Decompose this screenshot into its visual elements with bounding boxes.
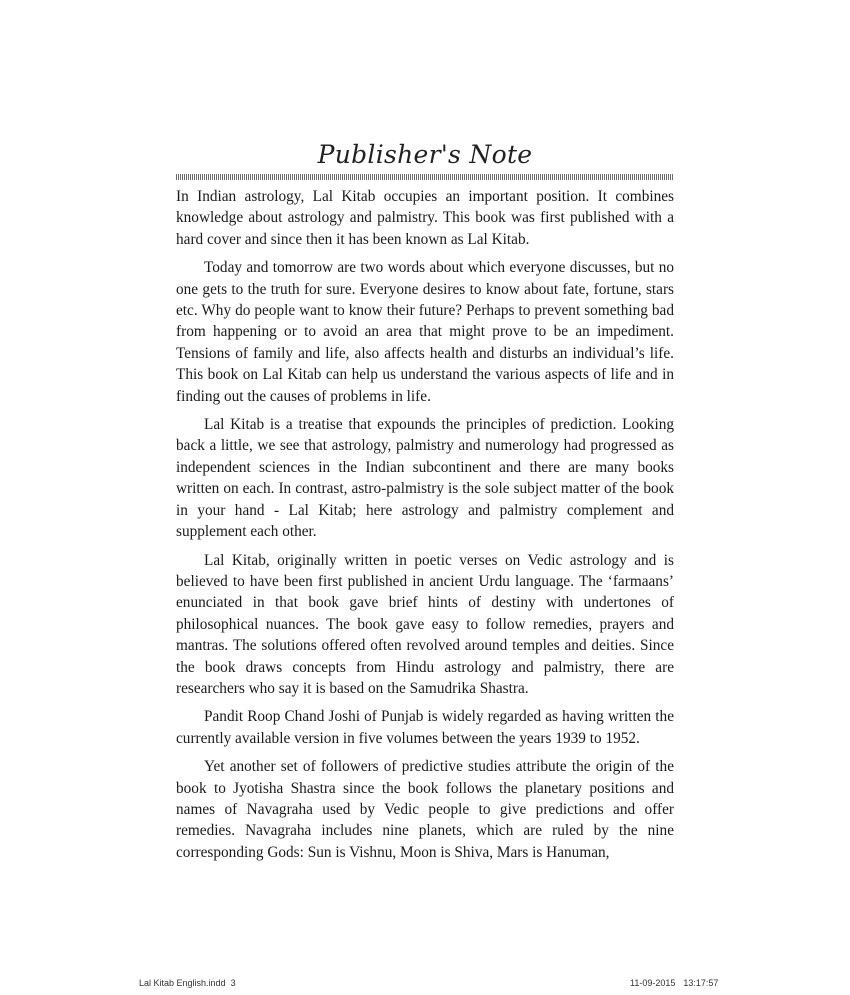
paragraph: Lal Kitab is a treatise that expounds the principles of prediction. Looking back a little, we see that astrology, palmistry and numerology had progressed as independent sciences in the Indian subcontinent and there are many books written on each. In contrast, astro-palmistry is the sole subject matter of the book in your hand - Lal Kitab; here astrology and palmistry complement and supplement each other.	[176, 416, 674, 541]
paragraph: In Indian astrology, Lal Kitab occupies an important position. It combines knowledge about astrology and palmistry. This book was first published with a hard cover and since then it has been known as Lal Kitab.	[176, 188, 674, 248]
paragraph: Pandit Roop Chand Joshi of Punjab is widely regarded as having written the currently available version in five volumes between the years 1939 to 1952.	[176, 708, 674, 747]
footer-time: 13:17:57	[683, 978, 719, 988]
paragraph: Lal Kitab, originally written in poetic verses on Vedic astrology and is believed to have been first published in ancient Urdu language. The ‘farmaans’ enunciated in that book gave brief hints of destiny with undertones of philosophical nuances. The book gave easy to follow remedies, prayers and mantras. The solutions offered often revolved around temples and deities. Since the book draws concepts from Hindu astrology and palmistry, there are researchers who say it is based on the Samudrika Shastra.	[176, 551, 674, 697]
footer-file-info	[139, 978, 236, 988]
footer-date: 11-09-2015	[630, 978, 676, 988]
paragraph: Yet another set of followers of predictive studies attribute the origin of the book to Jyotisha Shastra since the book follows the planetary positions and names of Navagraha used by Vedic people to give predictions and offer remedies. Navagraha includes nine planets, which are ruled by the nine corresponding Gods: Sun is Vishnu, Moon is Shiva, Mars is Hanuman,	[176, 758, 674, 861]
footer-file-name: Lal Kitab English.indd	[139, 978, 226, 988]
page-title: Publisher's Note	[317, 140, 533, 169]
footer-timestamp	[630, 978, 718, 988]
footer-page-number: 3	[230, 978, 236, 988]
title-rule-divider	[176, 174, 674, 180]
paragraph: Today and tomorrow are two words about which everyone discusses, but no one gets to the truth for sure. Everyone desires to know about fate, fortune, stars etc. Why do people want to know their future? Perhaps to prevent something bad from happening or to avoid an area that might prove to be an impediment. Tensions of family and life, also affects health and disturbs an individual’s life. This book on Lal Kitab can help us understand the various aspects of life and in finding out the causes of problems in life.	[176, 259, 674, 405]
body-text	[176, 186, 674, 870]
